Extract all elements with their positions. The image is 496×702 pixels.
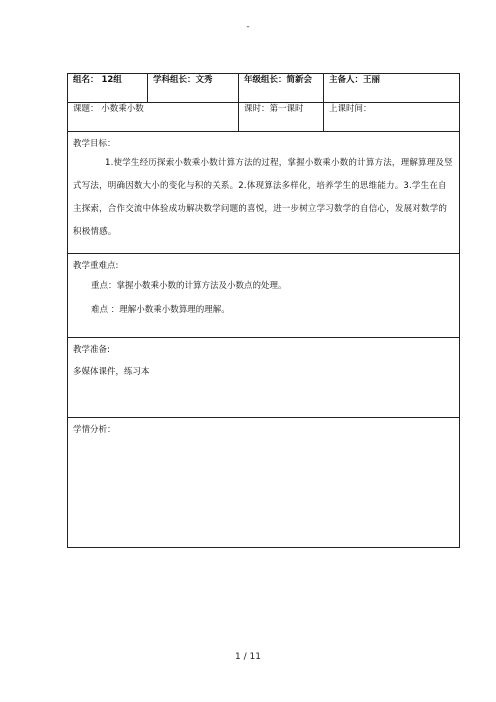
subject-lead-cell: 学科组长：文秀 (148, 74, 239, 103)
header-row (68, 74, 460, 103)
preparation-label: 教学准备: (73, 345, 110, 355)
info-row (68, 103, 460, 132)
preparation-text: 多媒体课件，练习本 (73, 366, 150, 377)
grade-lead-cell: 年级组长：简新会 (239, 74, 324, 103)
analysis-row (68, 418, 460, 548)
page-number: 1 / 11 (235, 652, 261, 662)
objectives-label: 教学目标： (73, 139, 116, 149)
preparation-row (68, 338, 460, 418)
objectives-row (68, 132, 460, 254)
analysis-label: 学情分析： (73, 425, 116, 435)
topic-cell: 课题： 小数乘小数 (68, 103, 239, 132)
period-cell: 课时：第一课时 (239, 103, 324, 132)
key-points-cell (68, 254, 460, 338)
preparer-cell: 主备人：王丽 (324, 74, 460, 103)
difficult-point-text: 难点 ：理解小数乘小数算理的理解。 (91, 304, 230, 315)
date-cell: 上课时间： (324, 103, 460, 132)
objectives-cell (68, 132, 460, 254)
lesson-plan-table (67, 73, 460, 548)
page-top-mark: - (246, 22, 250, 32)
group-cell: 组名： 12组 (68, 74, 148, 103)
key-point-text: 重点：掌握小数乘小数的计算方法及小数点的处理。 (91, 280, 287, 291)
analysis-cell (68, 418, 460, 548)
key-points-row (68, 254, 460, 338)
objectives-text: 1.使学生经历探索小数乘小数计算方法的过程，掌握小数乘小数的计算方法，理解算理及竖式写法，明确因数大小的变化与积的关系。2.体现算法多样化，培养学生的思维能力。3.学生在自主探索，合作交流中体验成功解决数学问题的喜悦，进一步树立学习数学的自信心，发展对数学的积极情感。 (73, 157, 453, 237)
preparation-cell (68, 338, 460, 418)
key-points-label: 教学重难点: (73, 261, 119, 271)
